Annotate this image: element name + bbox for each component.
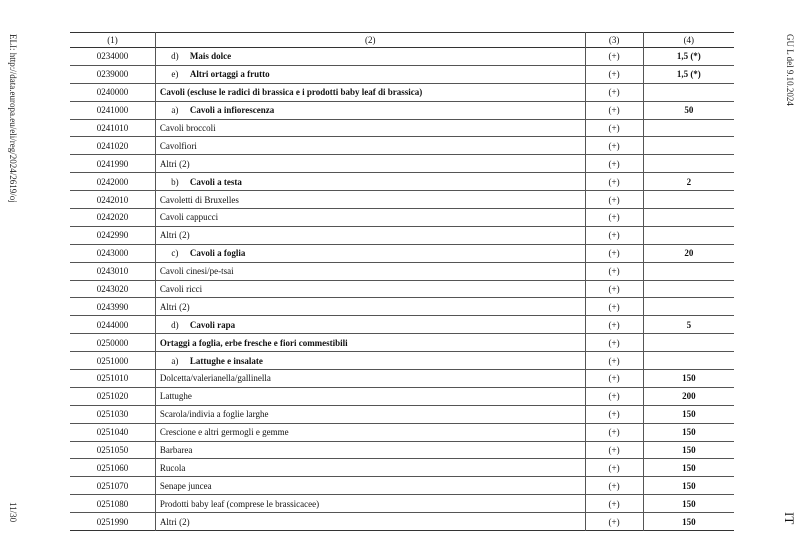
table-row — [70, 298, 734, 316]
header-col-1: (1) — [70, 33, 155, 48]
footnote-mark: (+) — [585, 83, 643, 101]
residue-limit-value: 5 — [686, 319, 692, 330]
table-row — [70, 65, 734, 83]
product-code: 0251070 — [70, 477, 155, 495]
table-row — [70, 352, 734, 370]
subgroup-marker: c) — [171, 248, 179, 259]
table-row — [70, 48, 734, 66]
footnote-mark: (+) — [585, 316, 643, 334]
subgroup-marker: a) — [171, 355, 179, 366]
table-row — [70, 459, 734, 477]
product-code: 0243000 — [70, 244, 155, 262]
footnote-mark: (+) — [585, 513, 643, 531]
product-code: 0234000 — [70, 48, 155, 66]
product-code: 0242000 — [70, 173, 155, 191]
residue-limits-table — [70, 32, 734, 531]
residue-limit-value: 50 — [684, 105, 694, 116]
footnote-mark: (+) — [585, 101, 643, 119]
product-name-cell — [155, 262, 585, 280]
product-name-cell — [155, 352, 585, 370]
residue-limit-value: 1,5 (*) — [676, 51, 701, 62]
table-row — [70, 173, 734, 191]
residue-limit-value: 150 — [682, 373, 696, 384]
product-code: 0244000 — [70, 316, 155, 334]
product-name: Lattughe e insalate — [189, 355, 263, 366]
residue-limit-value: 20 — [684, 248, 694, 259]
footnote-mark: (+) — [585, 370, 643, 388]
table-row — [70, 83, 734, 101]
product-name-cell — [155, 441, 585, 459]
product-name-cell — [155, 405, 585, 423]
footnote-mark: (+) — [585, 387, 643, 405]
footnote-mark: (+) — [585, 298, 643, 316]
product-name: Cavoli cinesi/pe-tsai — [159, 266, 234, 277]
product-name: Altri (2) — [159, 301, 190, 312]
product-name: Scarola/indivia a foglie larghe — [159, 409, 269, 420]
product-name: Altri ortaggi a frutto — [189, 69, 270, 80]
product-code: 0251020 — [70, 387, 155, 405]
product-name: Ortaggi a foglia, erbe fresche e fiori commestibili — [159, 337, 348, 348]
page-number: 11/30 — [8, 502, 18, 523]
product-name: Cavoli ricci — [159, 284, 203, 295]
footnote-mark: (+) — [585, 280, 643, 298]
residue-limit-value: 200 — [682, 391, 696, 402]
residue-limit-value — [643, 298, 734, 316]
product-code: 0251080 — [70, 495, 155, 513]
language-code: IT — [782, 512, 797, 525]
product-name: Prodotti baby leaf (comprese le brassicacee) — [159, 498, 320, 509]
footnote-mark: (+) — [585, 119, 643, 137]
product-name: Barbarea — [159, 445, 193, 456]
product-code: 0241010 — [70, 119, 155, 137]
product-name-cell — [155, 226, 585, 244]
residue-limit-value: 150 — [682, 409, 696, 420]
footnote-mark: (+) — [585, 423, 643, 441]
product-name: Altri (2) — [159, 516, 190, 527]
subgroup-marker: a) — [171, 105, 179, 116]
product-name-cell — [155, 155, 585, 173]
residue-limit-value: 150 — [682, 427, 696, 438]
product-name-cell — [155, 280, 585, 298]
product-code: 0242010 — [70, 191, 155, 209]
header-col-3: (3) — [585, 33, 643, 48]
residue-limit-value — [643, 280, 734, 298]
product-code: 0251050 — [70, 441, 155, 459]
product-name: Senape juncea — [159, 480, 212, 491]
product-name: Crescione e altri germogli e gemme — [159, 427, 289, 438]
product-name: Cavoli a infiorescenza — [189, 105, 275, 116]
product-code: 0242990 — [70, 226, 155, 244]
header-col-2: (2) — [155, 33, 585, 48]
product-name: Lattughe — [159, 391, 192, 402]
product-name: Cavoli rapa — [189, 319, 236, 330]
product-name-cell — [155, 334, 585, 352]
table-row — [70, 101, 734, 119]
product-code: 0251010 — [70, 370, 155, 388]
footnote-mark: (+) — [585, 191, 643, 209]
product-name-cell — [155, 513, 585, 531]
subgroup-marker: d) — [171, 51, 179, 62]
residue-limit-value: 150 — [682, 516, 696, 527]
product-code: 0251000 — [70, 352, 155, 370]
product-name-cell — [155, 137, 585, 155]
product-code: 0243020 — [70, 280, 155, 298]
residue-limit-value: 1,5 (*) — [676, 69, 701, 80]
product-code: 0250000 — [70, 334, 155, 352]
residue-limit-value — [643, 191, 734, 209]
table-row — [70, 316, 734, 334]
residue-limit-value — [643, 352, 734, 370]
table-row — [70, 423, 734, 441]
product-code: 0251990 — [70, 513, 155, 531]
footnote-mark: (+) — [585, 495, 643, 513]
residue-limit-value — [643, 137, 734, 155]
product-code: 0251040 — [70, 423, 155, 441]
table-row — [70, 405, 734, 423]
eli-link[interactable]: ELI: http://data.europa.eu/eli/reg/2024/2619/oj — [8, 34, 18, 203]
table-row — [70, 226, 734, 244]
product-name-cell — [155, 65, 585, 83]
product-name-cell — [155, 423, 585, 441]
product-name-cell — [155, 459, 585, 477]
product-name: Mais dolce — [189, 51, 232, 62]
table-row — [70, 441, 734, 459]
residue-limit-value — [643, 155, 734, 173]
product-name: Cavoli a foglia — [189, 248, 246, 259]
product-name-cell — [155, 244, 585, 262]
product-code: 0243990 — [70, 298, 155, 316]
product-name-cell — [155, 298, 585, 316]
product-code: 0239000 — [70, 65, 155, 83]
table-row — [70, 387, 734, 405]
residue-limit-value: 150 — [682, 498, 696, 509]
product-code: 0241020 — [70, 137, 155, 155]
product-name-cell — [155, 119, 585, 137]
residue-limit-value: 150 — [682, 462, 696, 473]
product-code: 0251030 — [70, 405, 155, 423]
table-row — [70, 262, 734, 280]
footnote-mark: (+) — [585, 244, 643, 262]
product-code: 0240000 — [70, 83, 155, 101]
product-code: 0243010 — [70, 262, 155, 280]
residue-limit-value: 150 — [682, 480, 696, 491]
table-row — [70, 119, 734, 137]
residue-limit-value — [643, 262, 734, 280]
product-name-cell — [155, 83, 585, 101]
residue-limit-value: 2 — [686, 176, 692, 187]
product-name-cell — [155, 48, 585, 66]
table-row — [70, 209, 734, 227]
product-name-cell — [155, 173, 585, 191]
product-name: Rucola — [159, 462, 186, 473]
product-code: 0241000 — [70, 101, 155, 119]
table-row — [70, 334, 734, 352]
table-row — [70, 155, 734, 173]
product-code: 0241990 — [70, 155, 155, 173]
journal-reference: GU L del 9.10.2024 — [785, 34, 795, 106]
table-row — [70, 244, 734, 262]
footnote-mark: (+) — [585, 352, 643, 370]
product-code: 0242020 — [70, 209, 155, 227]
residue-limit-value — [643, 83, 734, 101]
footnote-mark: (+) — [585, 65, 643, 83]
product-name: Cavolfiori — [159, 140, 197, 151]
product-name: Cavoli a testa — [189, 176, 242, 187]
table-row — [70, 495, 734, 513]
residue-limit-value — [643, 119, 734, 137]
product-name: Altri (2) — [159, 158, 190, 169]
footnote-mark: (+) — [585, 173, 643, 191]
product-name-cell — [155, 191, 585, 209]
product-name-cell — [155, 495, 585, 513]
table-row — [70, 137, 734, 155]
footnote-mark: (+) — [585, 459, 643, 477]
product-name-cell — [155, 370, 585, 388]
product-name: Cavoli (escluse le radici di brassica e i prodotti baby leaf di brassica) — [159, 87, 423, 98]
subgroup-marker: e) — [171, 69, 179, 80]
table-row — [70, 191, 734, 209]
residue-limit-value — [643, 226, 734, 244]
table-row — [70, 370, 734, 388]
footnote-mark: (+) — [585, 441, 643, 459]
product-name-cell — [155, 101, 585, 119]
footnote-mark: (+) — [585, 155, 643, 173]
footnote-mark: (+) — [585, 405, 643, 423]
product-name-cell — [155, 477, 585, 495]
footnote-mark: (+) — [585, 137, 643, 155]
footnote-mark: (+) — [585, 226, 643, 244]
product-name: Dolcetta/valerianella/gallinella — [159, 373, 271, 384]
table-row — [70, 280, 734, 298]
table-row — [70, 477, 734, 495]
header-col-4: (4) — [683, 35, 695, 45]
footnote-mark: (+) — [585, 477, 643, 495]
footnote-mark: (+) — [585, 209, 643, 227]
product-code: 0251060 — [70, 459, 155, 477]
table-header-row — [70, 33, 734, 48]
product-name: Cavoletti di Bruxelles — [159, 194, 239, 205]
product-name-cell — [155, 316, 585, 334]
table-row — [70, 513, 734, 531]
residue-limit-value — [643, 209, 734, 227]
subgroup-marker: d) — [171, 319, 179, 330]
product-name: Altri (2) — [159, 230, 190, 241]
footnote-mark: (+) — [585, 262, 643, 280]
table-body — [70, 48, 734, 531]
subgroup-marker: b) — [171, 176, 179, 187]
product-name-cell — [155, 387, 585, 405]
product-name: Cavoli cappucci — [159, 212, 219, 223]
product-name-cell — [155, 209, 585, 227]
residue-limit-value: 150 — [682, 445, 696, 456]
footnote-mark: (+) — [585, 334, 643, 352]
residue-limit-value — [643, 334, 734, 352]
footnote-mark: (+) — [585, 48, 643, 66]
product-name: Cavoli broccoli — [159, 123, 216, 133]
